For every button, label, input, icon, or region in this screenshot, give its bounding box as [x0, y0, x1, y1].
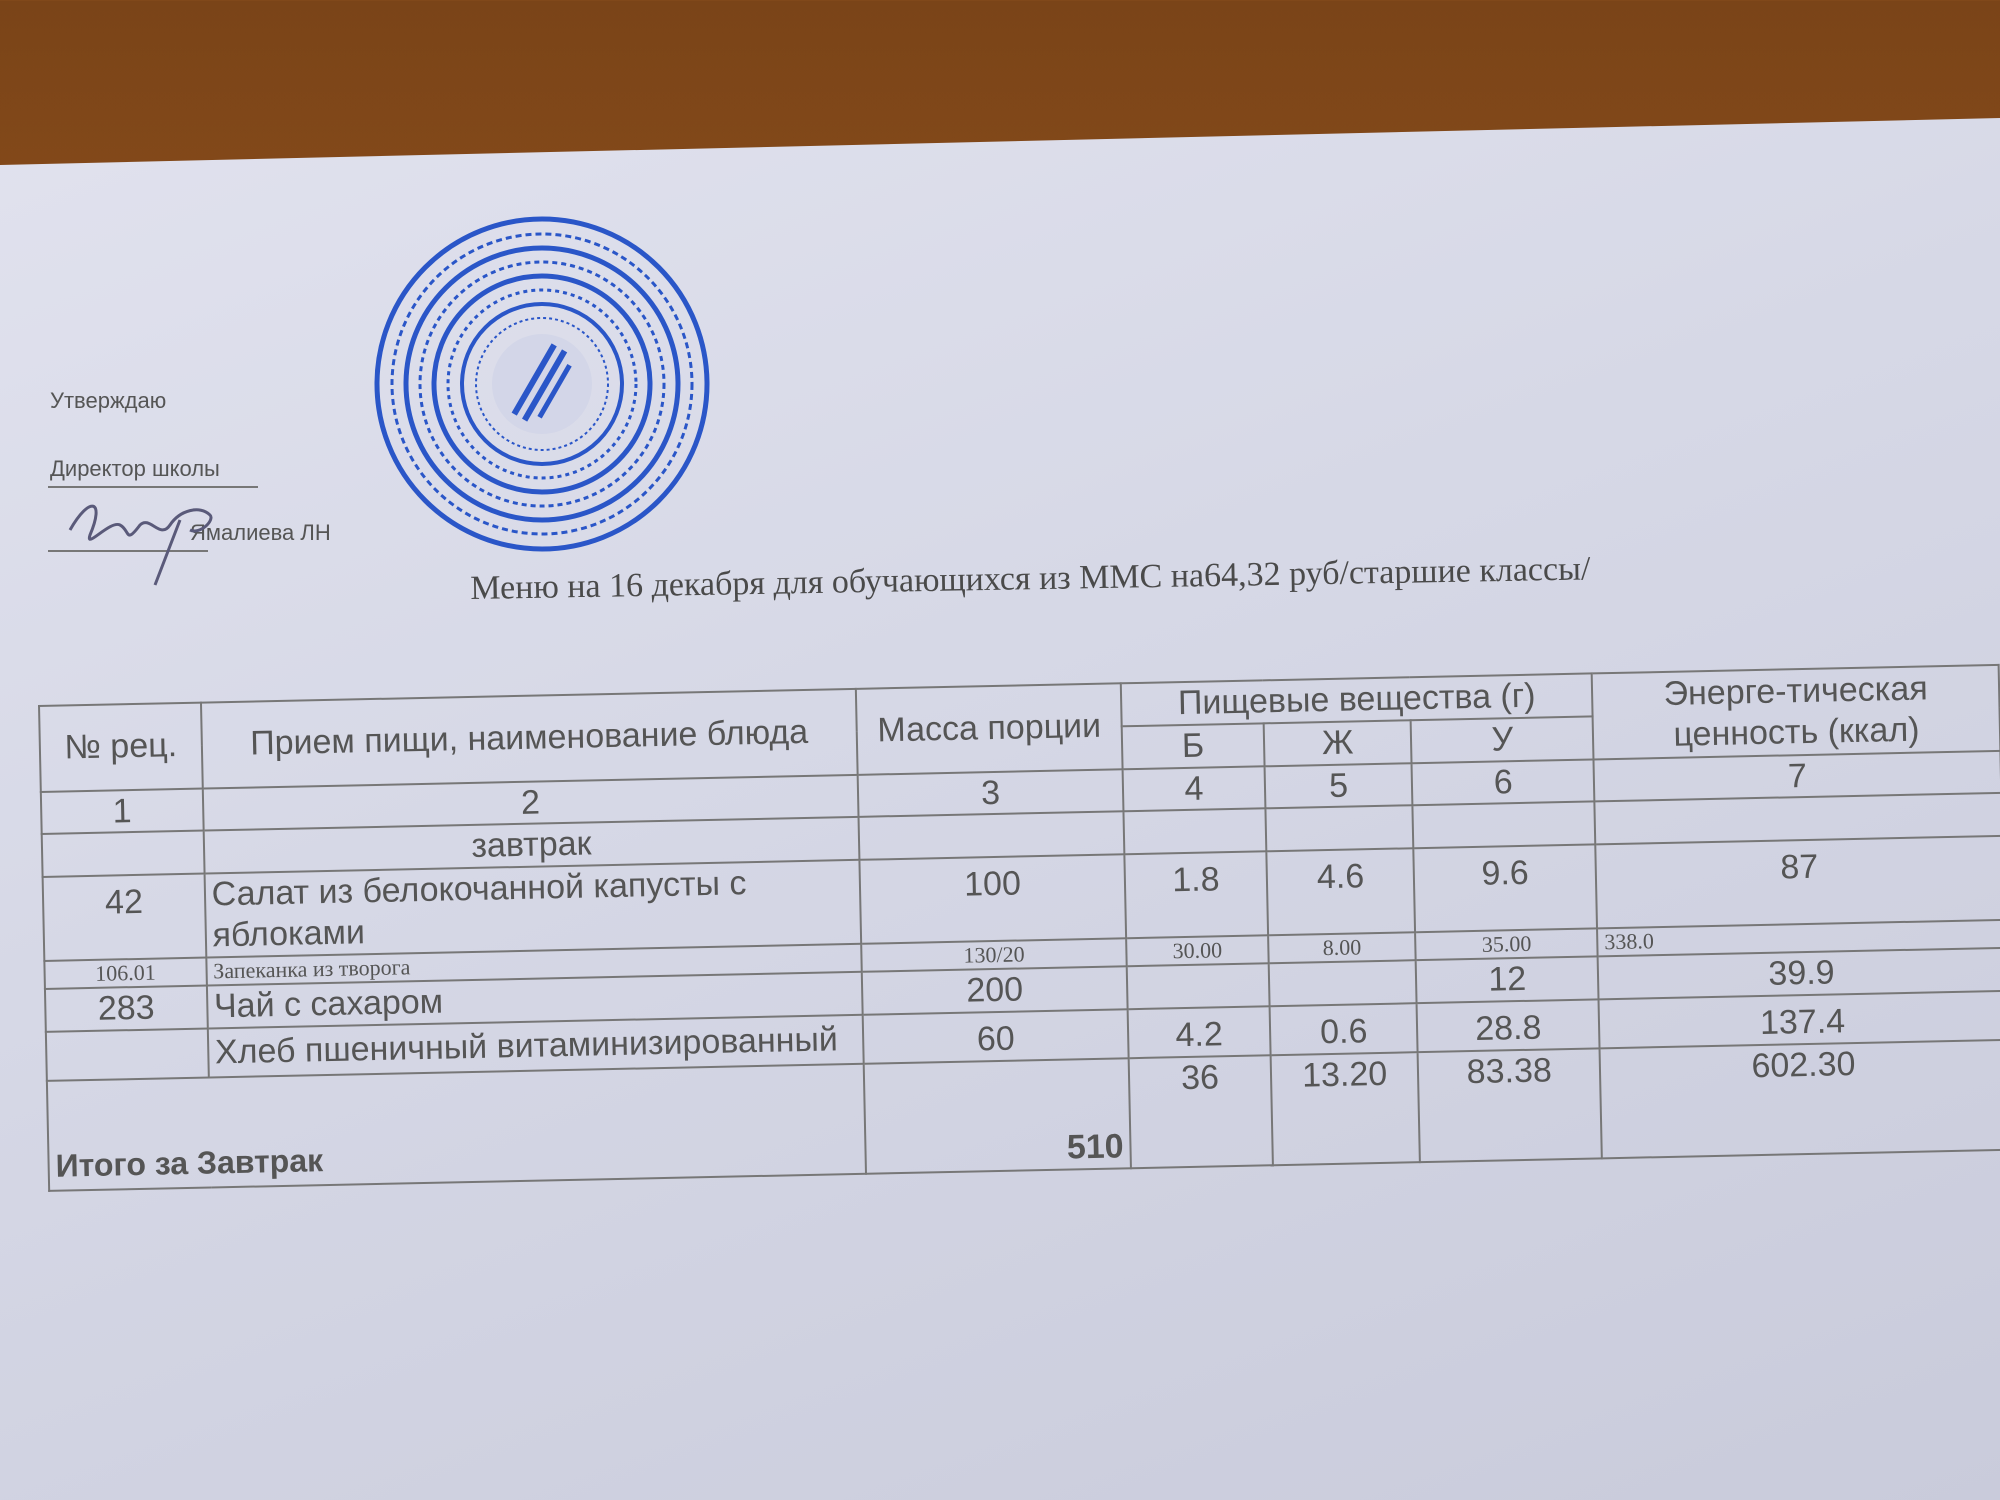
energy-value: 338.0	[1597, 920, 2000, 957]
menu-table	[38, 664, 2000, 1192]
header-fat: Ж	[1263, 720, 1411, 766]
portion-mass: 130/20	[861, 938, 1127, 972]
carbs-value: 28.8	[1417, 999, 1600, 1052]
total-energy: 602.30	[1600, 1040, 2000, 1158]
fat-value	[1269, 960, 1417, 1006]
column-number: 5	[1264, 763, 1412, 809]
handwritten-signature	[60, 490, 240, 590]
portion-mass: 100	[859, 854, 1126, 943]
school-seal-stamp	[372, 214, 712, 554]
recipe-no: 42	[43, 874, 206, 961]
recipe-no: 106.01	[44, 957, 206, 989]
column-number: 4	[1123, 766, 1266, 812]
header-energy: Энерге-тическая ценность (ккал)	[1592, 665, 2000, 759]
column-number: 2	[202, 774, 858, 831]
carbs-value: 9.6	[1414, 845, 1597, 932]
section-label: завтрак	[203, 817, 859, 874]
column-number: 7	[1594, 751, 2000, 802]
total-fat: 13.20	[1270, 1052, 1420, 1165]
dish-name: Хлеб пшеничный витаминизированный	[207, 1015, 863, 1078]
recipe-no: 283	[45, 986, 208, 1032]
fat-value: 4.6	[1266, 848, 1415, 935]
total-carbs: 83.38	[1418, 1048, 1602, 1162]
protein-value: 30.00	[1126, 935, 1268, 966]
dish-name: Чай с сахаром	[207, 972, 863, 1029]
approval-label: Утверждаю	[50, 388, 167, 413]
header-carbs: У	[1411, 716, 1593, 763]
signature-line	[48, 486, 258, 488]
header-protein: Б	[1122, 723, 1265, 769]
protein-value: 4.2	[1128, 1006, 1271, 1058]
total-protein: 36	[1129, 1055, 1273, 1168]
header-recipe-no: № рец.	[39, 703, 202, 792]
total-mass: 510	[864, 1058, 1131, 1174]
protein-value: 1.8	[1124, 851, 1267, 938]
carbs-value: 35.00	[1415, 928, 1597, 960]
carbs-value: 12	[1416, 957, 1598, 1004]
energy-value: 39.9	[1598, 948, 2000, 999]
column-number: 6	[1412, 759, 1594, 806]
fat-value: 8.00	[1268, 932, 1416, 963]
portion-mass: 200	[862, 966, 1128, 1014]
director-position: Директор школы	[50, 456, 220, 481]
menu-title: Меню на 16 декабря для обучающихся из ММС на64,32 руб/старшие классы/	[470, 550, 1591, 607]
energy-value: 87	[1595, 836, 2000, 928]
total-label: Итого за Завтрак	[47, 1064, 866, 1191]
header-dish-name: Прием пищи, наименование блюда	[201, 689, 858, 788]
protein-value	[1127, 963, 1270, 1009]
fat-value: 0.6	[1269, 1003, 1418, 1055]
header-nutrients: Пищевые вещества (г)	[1121, 673, 1593, 726]
energy-value: 137.4	[1599, 991, 2000, 1048]
dish-name: Запеканка из творога	[206, 944, 862, 986]
header-portion-mass: Масса порции	[856, 683, 1123, 774]
dish-name: Салат из белокочанной капусты с яблоками	[204, 860, 861, 957]
director-name: Ямалиева ЛН	[190, 520, 331, 545]
recipe-no	[46, 1028, 209, 1080]
column-number: 1	[41, 788, 204, 834]
column-number: 3	[858, 769, 1124, 817]
portion-mass: 60	[863, 1009, 1129, 1063]
